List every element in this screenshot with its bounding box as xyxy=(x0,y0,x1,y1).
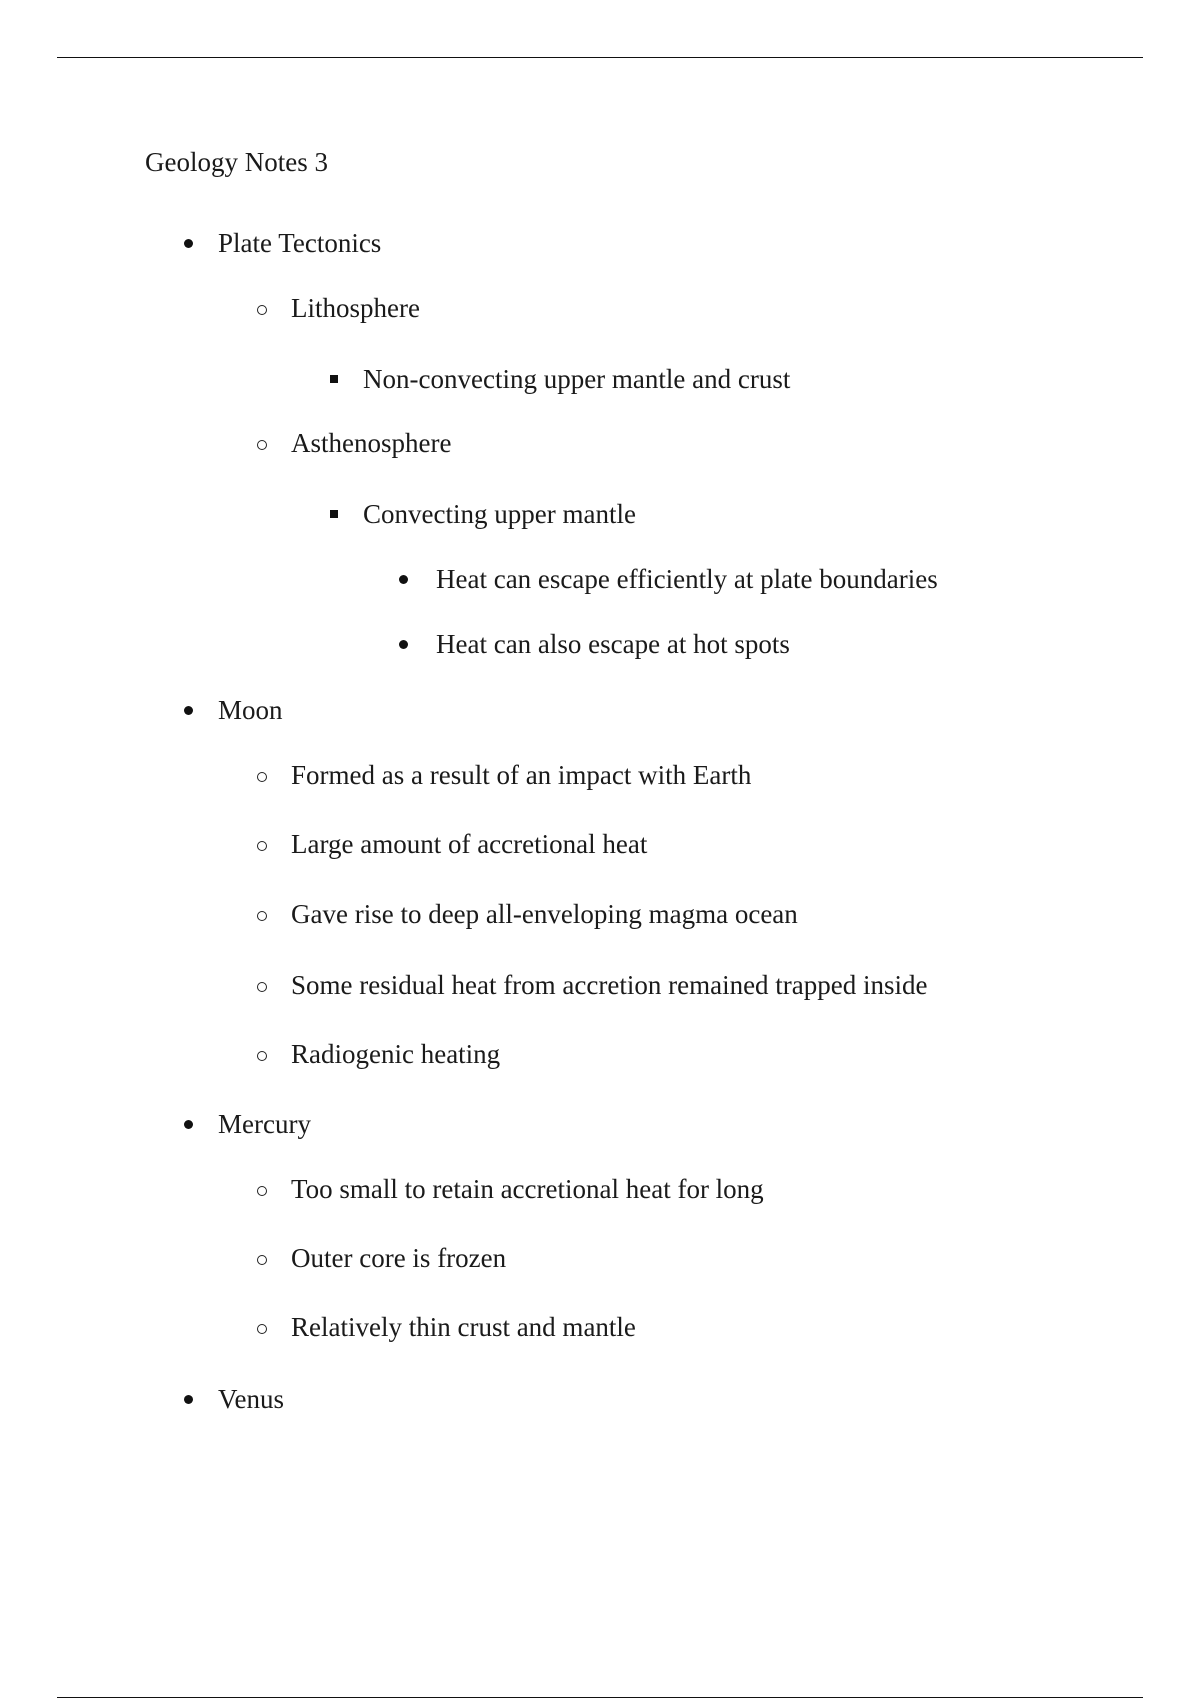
bullet-circle-icon xyxy=(257,841,267,851)
list-item: Too small to retain accretional heat for long xyxy=(291,1174,764,1204)
section-heading-mercury: Mercury xyxy=(218,1109,311,1139)
list-item: Gave rise to deep all-enveloping magma ocean xyxy=(291,899,798,929)
bullet-circle-icon xyxy=(257,1186,267,1196)
section-heading-venus: Venus xyxy=(218,1384,284,1414)
list-item: Convecting upper mantle xyxy=(363,499,636,529)
bullet-circle-icon xyxy=(257,305,267,315)
section-heading-moon: Moon xyxy=(218,695,283,725)
list-item: Heat can escape efficiently at plate boundaries xyxy=(436,564,938,594)
list-item: Heat can also escape at hot spots xyxy=(436,629,790,659)
bullet-circle-icon xyxy=(257,911,267,921)
bullet-circle-icon xyxy=(257,1255,267,1265)
top-rule xyxy=(57,57,1143,58)
list-item-lithosphere: Lithosphere xyxy=(291,293,420,323)
bullet-circle-icon xyxy=(257,1324,267,1334)
bullet-disc-icon xyxy=(399,640,408,649)
bullet-disc-icon xyxy=(184,239,193,248)
bullet-disc-icon xyxy=(184,706,193,715)
bullet-circle-icon xyxy=(257,772,267,782)
bullet-square-icon xyxy=(330,510,338,518)
bottom-rule xyxy=(57,1697,1143,1698)
page-title: Geology Notes 3 xyxy=(145,147,328,177)
bullet-circle-icon xyxy=(257,1051,267,1061)
list-item-asthenosphere: Asthenosphere xyxy=(291,428,452,458)
list-item: Outer core is frozen xyxy=(291,1243,507,1273)
list-item: Radiogenic heating xyxy=(291,1039,501,1069)
list-item: Formed as a result of an impact with Earth xyxy=(291,760,752,790)
bullet-circle-icon xyxy=(257,440,267,450)
bullet-disc-icon xyxy=(184,1395,193,1404)
bullet-circle-icon xyxy=(257,982,267,992)
bullet-disc-icon xyxy=(184,1120,193,1129)
bullet-square-icon xyxy=(330,375,338,383)
bullet-disc-icon xyxy=(399,575,408,584)
list-item: Non-convecting upper mantle and crust xyxy=(363,364,791,394)
list-item: Some residual heat from accretion remained trapped inside xyxy=(291,970,928,1000)
list-item: Relatively thin crust and mantle xyxy=(291,1312,636,1342)
section-heading-plate-tectonics: Plate Tectonics xyxy=(218,228,382,258)
list-item: Large amount of accretional heat xyxy=(291,829,648,859)
